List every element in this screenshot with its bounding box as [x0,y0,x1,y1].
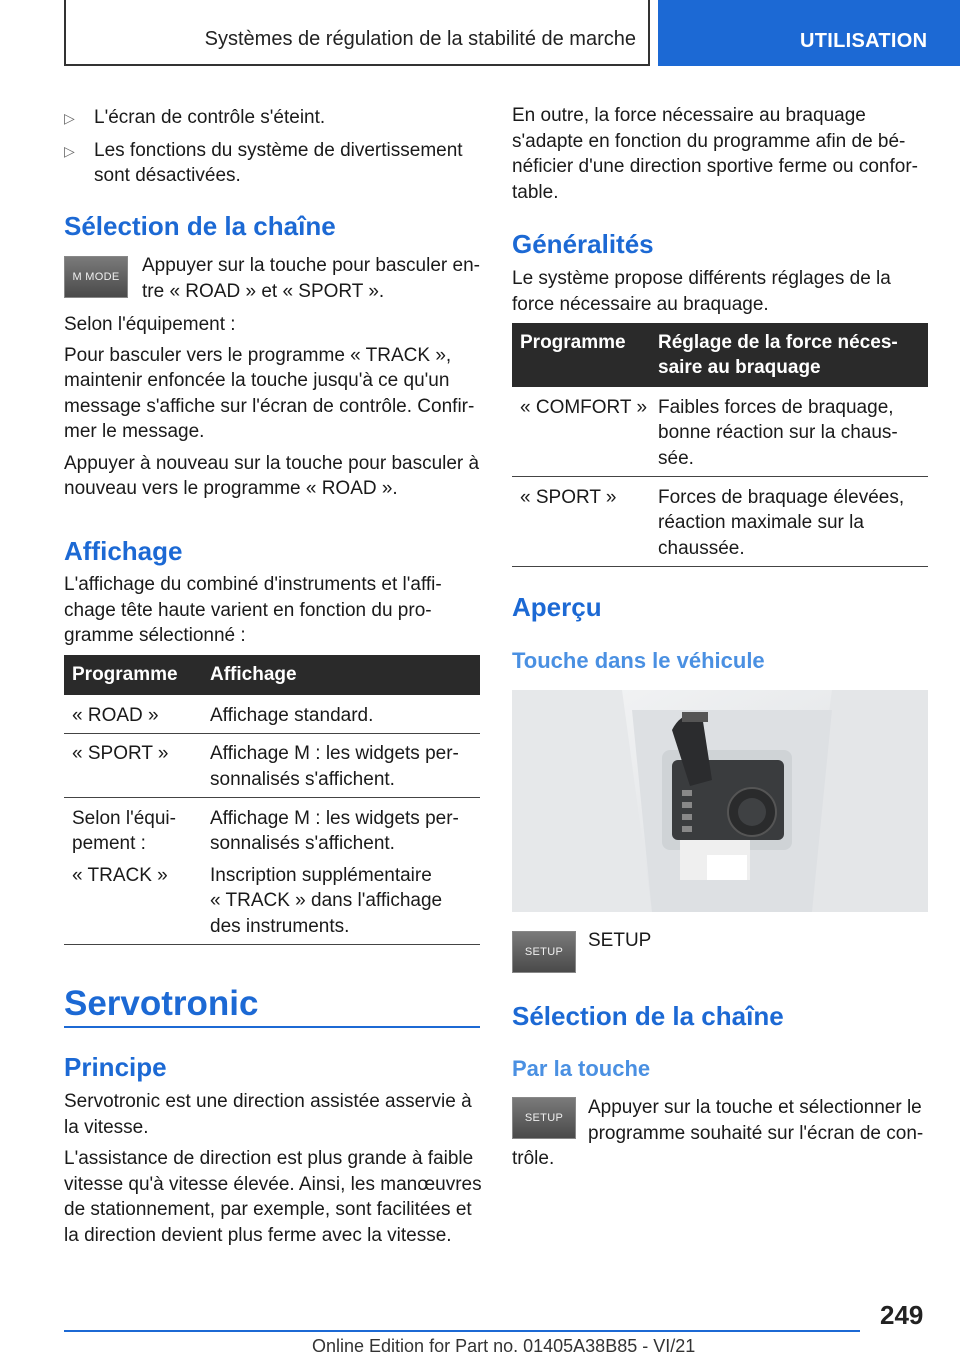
paragraph-en-outre: En outre, la force nécessaire au braquage [512,105,866,126]
heading-affichage: Affichage [64,536,183,566]
m-mode-button-icon: M MODE [64,256,128,298]
header-section-box [64,0,650,66]
setup-text-line: trôle. [512,1148,555,1169]
paragraph-affichage: L'affichage du combiné d'instruments et l'affi‐ [64,574,442,595]
paragraph-road: Appuyer à nouveau sur la touche pour basculer à [64,453,480,474]
setup-button-icon: SETUP [512,931,576,973]
paragraph-assistance: la direction devient plus ferme avec la vitesse. [64,1225,452,1246]
table-row: « SPORT » Affichage M : les widgets per‐ sonnalisés s'affichent. [64,734,480,798]
table-row: « SPORT » Forces de braquage élevées, réaction maximale sur la chaussée. [512,477,928,567]
heading-principe: Principe [64,1052,167,1082]
paragraph-principe: la vitesse. [64,1117,149,1138]
setup-label: SETUP [588,930,652,951]
mmode-text-line: tre « ROAD » et « SPORT ». [142,281,385,302]
setup-text-line: Appuyer sur la touche et sélectionner le [588,1097,922,1118]
paragraph-track: Pour basculer vers le programme « TRACK », [64,345,452,366]
table-row: Selon l'équi‐ pement : Affichage M : les widgets per‐ sonnalisés s'affichent. « TRACK » Inscription supplémentaire « TRACK » dans l'affichage des instruments. [64,798,480,945]
page-number: 249 [880,1300,924,1330]
paragraph-assistance: de stationnement, par exemple, sont facilitées et [64,1199,472,1220]
heading-par-touche: Par la touche [512,1056,651,1081]
table-row: « COMFORT » Faibles forces de braquage, bonne réaction sur la chaus‐ sée. [512,387,928,477]
paragraph-en-outre: néficier d'une direction sportive ferme ou confor‐ [512,156,918,177]
table-header-braquage: Programme Réglage de la force néces‐ saire au braquage [512,323,928,387]
heading-rule [64,1026,480,1028]
setup-text-line: programme souhaité sur l'écran de con‐ [588,1123,924,1144]
bullet-continuation: sont désactivées. [94,165,241,186]
table-header-affichage: Programme Affichage [64,655,480,695]
vehicle-console-photo [512,690,928,912]
paragraph-track: mer le message. [64,421,205,442]
paragraph-generalites: force nécessaire au braquage. [512,294,769,315]
paragraph-assistance: L'assistance de direction est plus grande à faible [64,1148,474,1169]
header-chapter-title: UTILISATION [800,30,928,52]
paragraph-equipement: Selon l'équipement : [64,314,236,335]
header-chapter-tab[interactable] [658,0,960,66]
heading-servotronic: Servotronic [64,984,259,1023]
footer-rule [64,1330,860,1332]
table-row: « ROAD » Affichage standard. [64,695,480,734]
paragraph-affichage: chage tête haute varient en fonction du pro‐ [64,600,432,621]
heading-apercu: Aperçu [512,592,602,622]
header-section-title: Systèmes de régulation de la stabilité de marche [204,28,636,50]
paragraph-road: nouveau vers le programme « ROAD ». [64,478,398,499]
footer-edition: Online Edition for Part no. 01405A38B85 - VI/21 [312,1336,696,1356]
paragraph-principe: Servotronic est une direction assistée asservie à [64,1091,472,1112]
paragraph-assistance: vitesse qu'à vitesse élevée. Ainsi, les manœuvres [64,1174,482,1195]
paragraph-affichage: gramme sélectionné : [64,625,246,646]
mmode-text-line: Appuyer sur la touche pour basculer en‐ [142,255,480,276]
setup-button-icon: SETUP [512,1097,576,1139]
paragraph-generalites: Le système propose différents réglages de la [512,268,891,289]
heading-selection-chaine-right: Sélection de la chaîne [512,1001,784,1031]
triangle-icon: ▷ [64,143,75,159]
heading-touche-vehicule: Touche dans le véhicule [512,648,765,673]
paragraph-en-outre: table. [512,182,559,203]
console-illustration [512,690,928,912]
paragraph-track: message s'affiche sur l'écran de contrôle. Confir‐ [64,396,475,417]
heading-generalites: Généralités [512,229,654,259]
paragraph-en-outre: s'adapte en fonction du programme afin de bé‐ [512,131,906,152]
paragraph-track: maintenir enfoncée la touche jusqu'à ce qu'un [64,370,450,391]
heading-selection-chaine: Sélection de la chaîne [64,211,336,241]
triangle-icon: ▷ [64,110,75,126]
